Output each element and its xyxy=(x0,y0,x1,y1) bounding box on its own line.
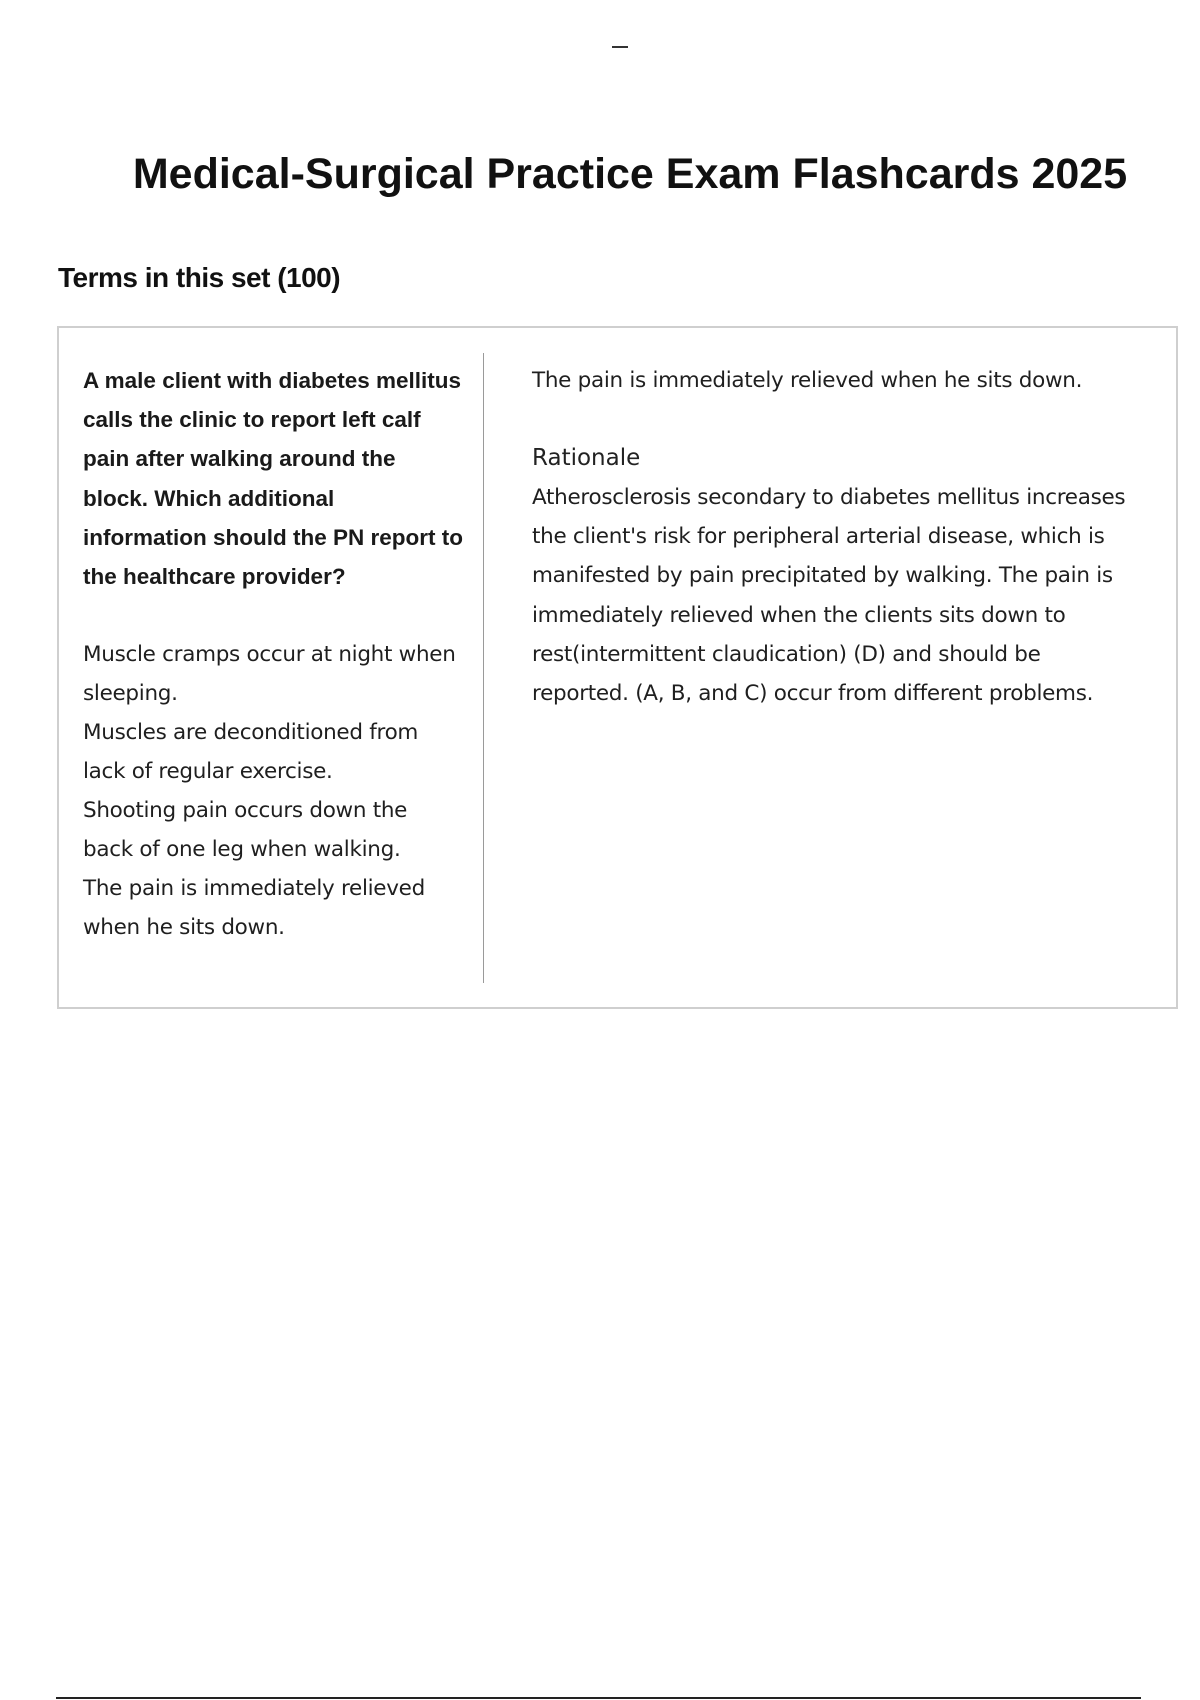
option-d: The pain is immediately relieved when he sits down. xyxy=(83,876,425,941)
option-c: Shooting pain occurs down the back of one leg when walking. xyxy=(83,798,408,863)
flashcard xyxy=(57,326,1178,1009)
question-text: A male client with diabetes mellitus calls the clinic to report left calf pain after walking around the block. Which additional information should the PN report to the healthcare provider? xyxy=(83,368,463,590)
option-b: Muscles are deconditioned from lack of regular exercise. xyxy=(83,720,419,785)
rationale-text: Atherosclerosis secondary to diabetes mellitus increases the client's risk for peripheral arterial disease, which is manifested by pain precipitated by walking. The pain is immediately relieved when the clients sits down to rest(intermittent claudication) (D) and should be reported. (A, B, and C) occur from different problems. xyxy=(532,485,1126,707)
card-divider xyxy=(483,353,484,983)
correct-answer: The pain is immediately relieved when he sits down. xyxy=(532,368,1083,393)
page-header-mark xyxy=(612,46,628,48)
terms-count-heading: Terms in this set (100) xyxy=(58,262,341,293)
option-a: Muscle cramps occur at night when sleeping. xyxy=(83,642,456,707)
flashcard-term xyxy=(83,361,463,947)
document-title: Medical-Surgical Practice Exam Flashcards 2025 xyxy=(132,150,1128,198)
flashcard-definition xyxy=(532,361,1132,713)
answer-options-list xyxy=(83,635,463,947)
page-footer-rule xyxy=(56,1697,1141,1699)
rationale-label: Rationale xyxy=(532,445,641,471)
